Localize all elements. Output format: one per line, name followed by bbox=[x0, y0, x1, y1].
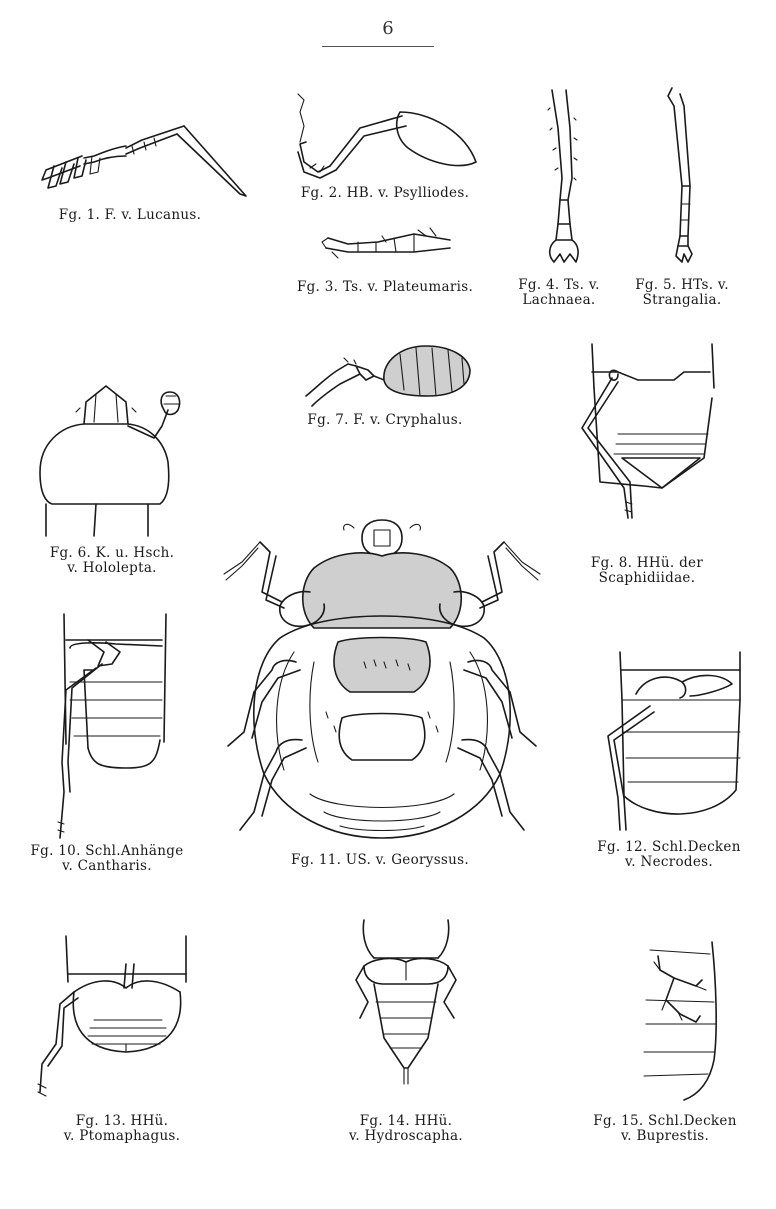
figure-8-drawing bbox=[578, 342, 720, 534]
figure-4-drawing bbox=[538, 88, 586, 266]
figure-14-caption bbox=[322, 1114, 490, 1144]
figure-3-caption bbox=[290, 280, 480, 295]
figure-5-drawing bbox=[660, 86, 708, 264]
caption-line: Fg. 10. Schl.Anhänge bbox=[30, 843, 184, 859]
caption-line: Fg. 11. US. v. Georyssus. bbox=[291, 852, 469, 868]
figure-11-drawing bbox=[214, 512, 550, 848]
figure-1-drawing bbox=[34, 118, 249, 198]
figure-1-caption bbox=[30, 208, 230, 223]
figure-4-caption bbox=[505, 278, 613, 308]
figure-6-drawing bbox=[36, 382, 196, 540]
figure-12-elytra-necrodes bbox=[590, 650, 750, 830]
caption-line: Strangalia. bbox=[642, 292, 722, 308]
figure-4-tarsus-lachnaea bbox=[538, 88, 586, 266]
caption-line: Fg. 6. K. u. Hsch. bbox=[49, 545, 175, 561]
figure-13-drawing bbox=[34, 934, 194, 1106]
figure-7-caption bbox=[290, 413, 480, 428]
caption-line: v. Cantharis. bbox=[62, 858, 152, 874]
caption-line: Scaphidiidae. bbox=[598, 570, 696, 586]
caption-line: Fg. 5. HTs. v. bbox=[635, 277, 729, 293]
figure-12-caption bbox=[586, 840, 752, 870]
figure-15-caption bbox=[580, 1114, 750, 1144]
caption-line: Fg. 8. HHü. der bbox=[590, 555, 704, 571]
figure-10-caption bbox=[22, 844, 192, 874]
figure-14-hindcoxa-hydroscapha bbox=[350, 918, 462, 1086]
figure-8-hindcoxa-scaphidiidae bbox=[578, 342, 720, 534]
figure-3-tarsus-plateumaris bbox=[318, 222, 453, 262]
figure-5-hindtarsus-strangalia bbox=[660, 86, 708, 264]
caption-line: Fg. 7. F. v. Cryphalus. bbox=[307, 412, 463, 428]
figure-2-hindleg-psylliodes bbox=[290, 92, 480, 184]
figure-10-drawing bbox=[36, 612, 176, 840]
figure-12-drawing bbox=[590, 650, 750, 830]
caption-line: v. Hololepta. bbox=[67, 560, 157, 576]
figure-10-appendages-cantharis bbox=[36, 612, 176, 840]
figure-7-drawing bbox=[304, 340, 474, 412]
figure-8-caption bbox=[572, 556, 722, 586]
caption-line: Fg. 2. HB. v. Psylliodes. bbox=[300, 185, 470, 201]
figure-11-underside-georyssus bbox=[214, 512, 550, 848]
caption-line: v. Buprestis. bbox=[620, 1128, 710, 1144]
caption-line: Fg. 15. Schl.Decken bbox=[593, 1113, 737, 1129]
figure-14-drawing bbox=[350, 918, 462, 1086]
figure-7-antenna-cryphalus bbox=[304, 340, 474, 412]
caption-line: v. Ptomaphagus. bbox=[63, 1128, 181, 1144]
caption-line: Fg. 4. Ts. v. bbox=[518, 277, 600, 293]
caption-line: Lachnaea. bbox=[522, 292, 596, 308]
figure-1-antenna-lucanus bbox=[34, 118, 249, 198]
figure-15-elytra-buprestis bbox=[640, 940, 726, 1102]
caption-line: Fg. 14. HHü. bbox=[359, 1113, 453, 1129]
figure-6-caption bbox=[30, 546, 194, 576]
page-number: 6 bbox=[382, 18, 394, 39]
caption-line: Fg. 12. Schl.Decken bbox=[597, 839, 741, 855]
caption-line: v. Hydroscapha. bbox=[349, 1128, 463, 1144]
figure-2-caption bbox=[290, 186, 480, 201]
caption-line: v. Necrodes. bbox=[624, 854, 713, 870]
caption-line: Fg. 3. Ts. v. Plateumaris. bbox=[296, 279, 474, 295]
header-rule bbox=[322, 46, 434, 47]
figure-2-drawing bbox=[290, 92, 480, 184]
caption-line: Fg. 1. F. v. Lucanus. bbox=[58, 207, 202, 223]
figure-13-hindcoxa-ptomaphagus bbox=[34, 934, 194, 1106]
figure-6-head-hololepta bbox=[36, 382, 196, 540]
figure-3-drawing bbox=[318, 222, 453, 262]
caption-line: Fg. 13. HHü. bbox=[75, 1113, 169, 1129]
figure-5-caption bbox=[626, 278, 738, 308]
figure-11-caption bbox=[260, 853, 500, 868]
figure-13-caption bbox=[40, 1114, 204, 1144]
figure-15-drawing bbox=[640, 940, 726, 1102]
